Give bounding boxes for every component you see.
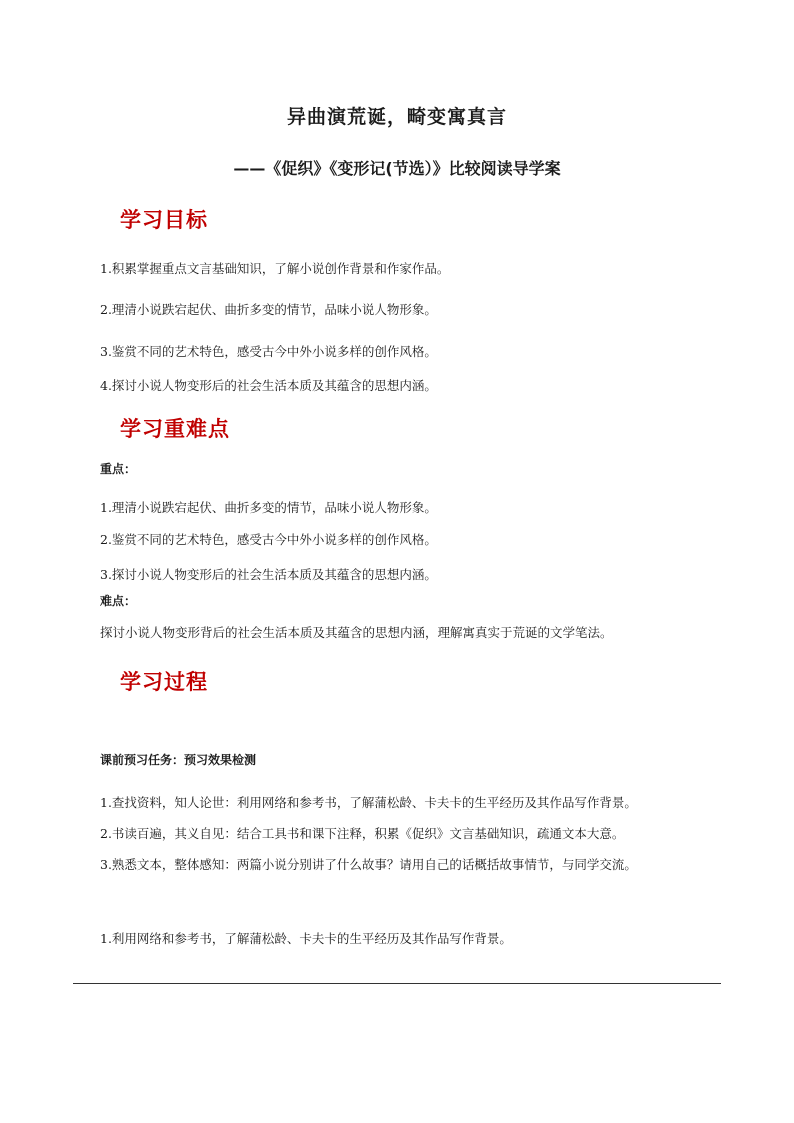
objective-item: 3.鉴赏不同的艺术特色，感受古今中外小说多样的创作风格。 xyxy=(100,344,437,359)
difficult-text: 探讨小说人物变形背后的社会生活本质及其蕴含的思想内涵，理解寓真实于荒诞的文学笔法。 xyxy=(100,625,613,640)
section-heading-key-points: 学习重难点 xyxy=(120,417,230,441)
task-item: 1.查找资料，知人论世：利用网络和参考书，了解蒲松龄、卡夫卡的生平经历及其作品写作背景。 xyxy=(100,795,637,810)
section-heading-process: 学习过程 xyxy=(120,670,208,694)
objective-item: 1.积累掌握重点文言基础知识，了解小说创作背景和作家作品。 xyxy=(100,261,450,276)
objective-item: 2.理清小说跌宕起伏、曲折多变的情节，品味小说人物形象。 xyxy=(100,302,437,317)
section-heading-objectives: 学习目标 xyxy=(120,208,208,232)
task-item: 3.熟悉文本，整体感知：两篇小说分别讲了什么故事？请用自己的话概括故事情节，与同学交流。 xyxy=(100,857,637,872)
key-item: 1.理清小说跌宕起伏、曲折多变的情节，品味小说人物形象。 xyxy=(100,500,437,515)
answer-item: 1.利用网络和参考书，了解蒲松龄、卡夫卡的生平经历及其作品写作背景。 xyxy=(100,931,512,946)
key-item: 3.探讨小说人物变形后的社会生活本质及其蕴含的思想内涵。 xyxy=(100,567,437,582)
preview-task-label: 课前预习任务：预习效果检测 xyxy=(100,753,257,767)
difficult-label: 难点： xyxy=(100,594,137,608)
document-title: 异曲演荒诞，畸变寓真言 xyxy=(286,106,507,128)
key-label: 重点： xyxy=(100,462,137,476)
objective-item: 4.探讨小说人物变形后的社会生活本质及其蕴含的思想内涵。 xyxy=(100,378,437,393)
key-item: 2.鉴赏不同的艺术特色，感受古今中外小说多样的创作风格。 xyxy=(100,532,437,547)
task-item: 2.书读百遍，其义自见：结合工具书和课下注释，积累《促织》文言基础知识，疏通文本大意。 xyxy=(100,826,625,841)
document-subtitle: ——《促织》《变形记(节选）》比较阅读导学案 xyxy=(233,159,561,178)
horizontal-rule xyxy=(73,983,721,984)
